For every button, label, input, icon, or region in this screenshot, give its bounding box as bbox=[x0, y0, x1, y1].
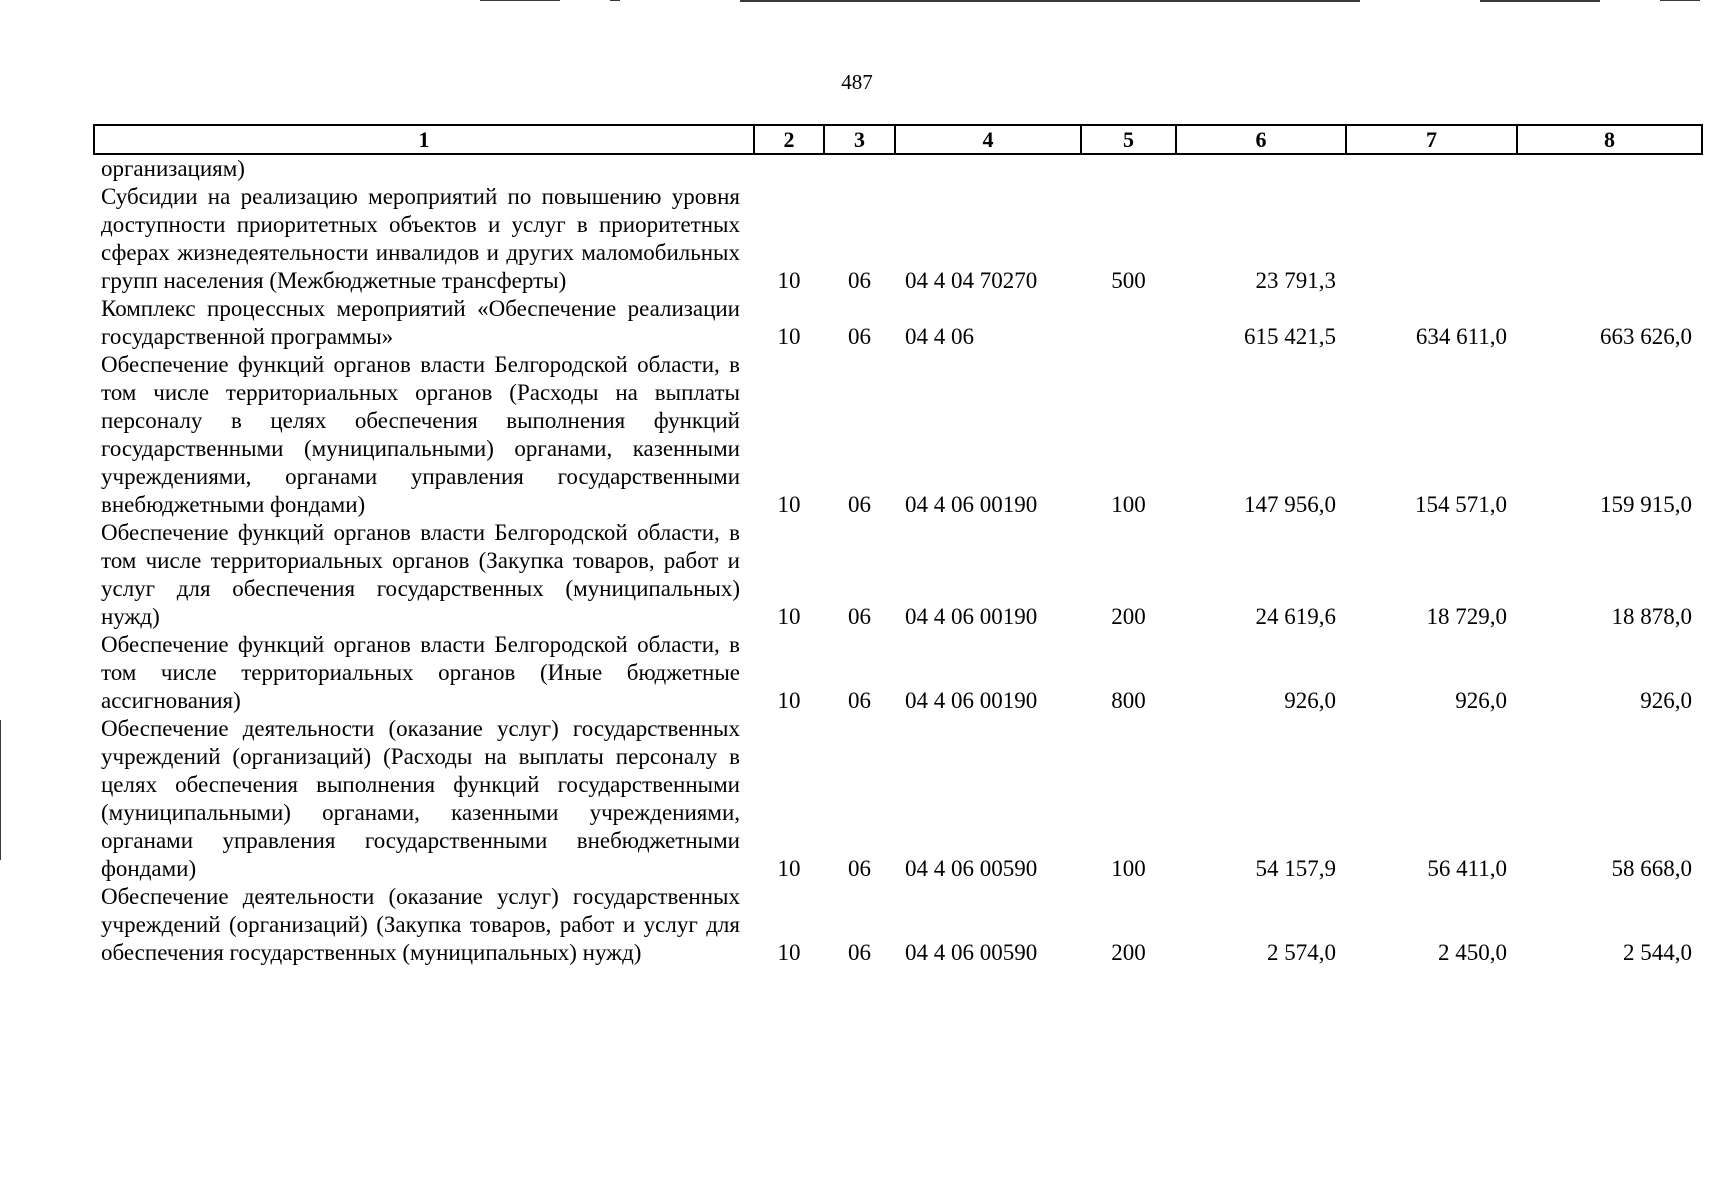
row-amount-col8: 663 626,0 bbox=[1600, 324, 1692, 349]
row-subsection: 06 bbox=[848, 604, 871, 629]
row-amount-col7: 634 611,0 bbox=[1415, 324, 1507, 349]
row-amount-col7: 154 571,0 bbox=[1415, 492, 1507, 517]
table-row bbox=[94, 883, 1702, 967]
row-expense-type: 500 bbox=[1111, 268, 1146, 293]
row-description: Обеспечение функций органов власти Белгородской области, в том числе территориальных органов (Иные бюджетные ассигнования) bbox=[101, 632, 740, 713]
row-amount-col7 bbox=[1346, 154, 1517, 183]
row-amount-col6: 926,0 bbox=[1284, 688, 1336, 713]
row-expense-type: 100 bbox=[1111, 856, 1146, 881]
column-header-7: 7 bbox=[1346, 125, 1517, 154]
column-header-5: 5 bbox=[1081, 125, 1176, 154]
row-section: 10 bbox=[777, 324, 801, 349]
table-row bbox=[94, 295, 1702, 351]
row-section: 10 bbox=[777, 492, 801, 517]
row-subsection bbox=[824, 154, 895, 183]
row-target-code: 04 4 06 00190 bbox=[905, 688, 1038, 713]
row-subsection: 06 bbox=[848, 688, 871, 713]
row-amount-col8: 18 878,0 bbox=[1611, 604, 1692, 629]
row-section bbox=[754, 154, 824, 183]
row-subsection: 06 bbox=[848, 940, 871, 965]
column-header-3: 3 bbox=[824, 125, 895, 154]
row-amount-col6: 2 574,0 bbox=[1267, 940, 1336, 965]
row-amount-col7: 2 450,0 bbox=[1438, 940, 1507, 965]
row-target-code: 04 4 04 70270 bbox=[905, 268, 1038, 293]
row-description: Комплекс процессных мероприятий «Обеспечение реализации государственной программы» bbox=[101, 296, 740, 349]
row-section: 10 bbox=[777, 604, 801, 629]
row-amount-col6: 147 956,0 bbox=[1244, 492, 1336, 517]
row-description: Обеспечение функций органов власти Белгородской области, в том числе территориальных органов (Расходы на выплаты персоналу в целях обеспечения выполнения функций государственными (муниципальными) органами, казенными учреждениями, органами управления государственными внебюджетными фондами) bbox=[101, 352, 740, 517]
column-header-6: 6 bbox=[1176, 125, 1346, 154]
row-subsection: 06 bbox=[848, 324, 871, 349]
row-amount-col8: 2 544,0 bbox=[1623, 940, 1692, 965]
row-description: Субсидии на реализацию мероприятий по повышению уровня доступности приоритетных объектов и услуг в приоритетных сферах жизнедеятельности инвалидов и других маломобильных групп населения (Межбюджетные трансферты) bbox=[101, 184, 740, 293]
row-description: Обеспечение деятельности (оказание услуг) государственных учреждений (организаций) (Закупка товаров, работ и услуг для обеспечения государственных (муниципальных) нужд) bbox=[101, 884, 740, 965]
row-amount-col8 bbox=[1517, 183, 1702, 295]
row-expense-type: 100 bbox=[1111, 492, 1146, 517]
row-amount-col7: 18 729,0 bbox=[1426, 604, 1507, 629]
row-expense-type bbox=[1081, 295, 1176, 351]
table-row bbox=[94, 183, 1702, 295]
column-header-1: 1 bbox=[94, 125, 754, 154]
row-section: 10 bbox=[777, 268, 801, 293]
column-header-2: 2 bbox=[754, 125, 824, 154]
row-amount-col8 bbox=[1517, 154, 1702, 183]
row-section: 10 bbox=[777, 940, 801, 965]
row-amount-col7 bbox=[1346, 183, 1517, 295]
table-row bbox=[94, 519, 1702, 631]
scan-artifact-line bbox=[610, 0, 620, 1]
scan-artifact-edge bbox=[0, 720, 1, 860]
row-target-code bbox=[895, 154, 1081, 183]
row-subsection: 06 bbox=[848, 268, 871, 293]
row-target-code: 04 4 06 00590 bbox=[905, 856, 1038, 881]
table-row bbox=[94, 154, 1702, 183]
column-header-8: 8 bbox=[1517, 125, 1702, 154]
table-row bbox=[94, 715, 1702, 883]
row-amount-col6 bbox=[1176, 154, 1346, 183]
row-section: 10 bbox=[777, 856, 801, 881]
row-amount-col7: 926,0 bbox=[1455, 688, 1507, 713]
row-amount-col8: 58 668,0 bbox=[1611, 856, 1692, 881]
row-amount-col6: 615 421,5 bbox=[1244, 324, 1336, 349]
row-section: 10 bbox=[777, 688, 801, 713]
row-subsection: 06 bbox=[848, 856, 871, 881]
row-expense-type: 200 bbox=[1111, 940, 1146, 965]
row-amount-col6: 54 157,9 bbox=[1255, 856, 1336, 881]
scan-artifact-line bbox=[1660, 0, 1700, 1]
row-amount-col6: 23 791,3 bbox=[1255, 268, 1336, 293]
row-target-code: 04 4 06 00590 bbox=[905, 940, 1038, 965]
scan-artifact-line bbox=[1480, 0, 1600, 2]
row-description: Обеспечение деятельности (оказание услуг) государственных учреждений (организаций) (Расходы на выплаты персоналу в целях обеспечения выполнения функций государственными (муниципальными) органами, казенными учреждениями, органами управления государственными внебюджетными фондами) bbox=[101, 716, 740, 881]
scan-artifact-line bbox=[480, 0, 560, 1]
row-description: Обеспечение функций органов власти Белгородской области, в том числе территориальных органов (Закупка товаров, работ и услуг для обеспечения государственных (муниципальных) нужд) bbox=[101, 520, 740, 629]
table-row bbox=[94, 631, 1702, 715]
table-row bbox=[94, 351, 1702, 519]
row-expense-type: 800 bbox=[1111, 688, 1146, 713]
row-target-code: 04 4 06 00190 bbox=[905, 492, 1038, 517]
budget-table bbox=[93, 124, 1703, 967]
column-header-4: 4 bbox=[895, 125, 1081, 154]
page-number: 487 bbox=[841, 70, 873, 94]
row-amount-col7: 56 411,0 bbox=[1427, 856, 1507, 881]
row-expense-type bbox=[1081, 154, 1176, 183]
row-amount-col8: 926,0 bbox=[1640, 688, 1692, 713]
row-amount-col6: 24 619,6 bbox=[1255, 604, 1336, 629]
row-target-code: 04 4 06 00190 bbox=[905, 604, 1038, 629]
row-target-code: 04 4 06 bbox=[905, 324, 974, 349]
row-description: организациям) bbox=[101, 156, 245, 181]
scan-artifact-line bbox=[740, 0, 1360, 2]
row-amount-col8: 159 915,0 bbox=[1600, 492, 1692, 517]
table-header-row bbox=[94, 125, 1702, 154]
row-expense-type: 200 bbox=[1111, 604, 1146, 629]
row-subsection: 06 bbox=[848, 492, 871, 517]
